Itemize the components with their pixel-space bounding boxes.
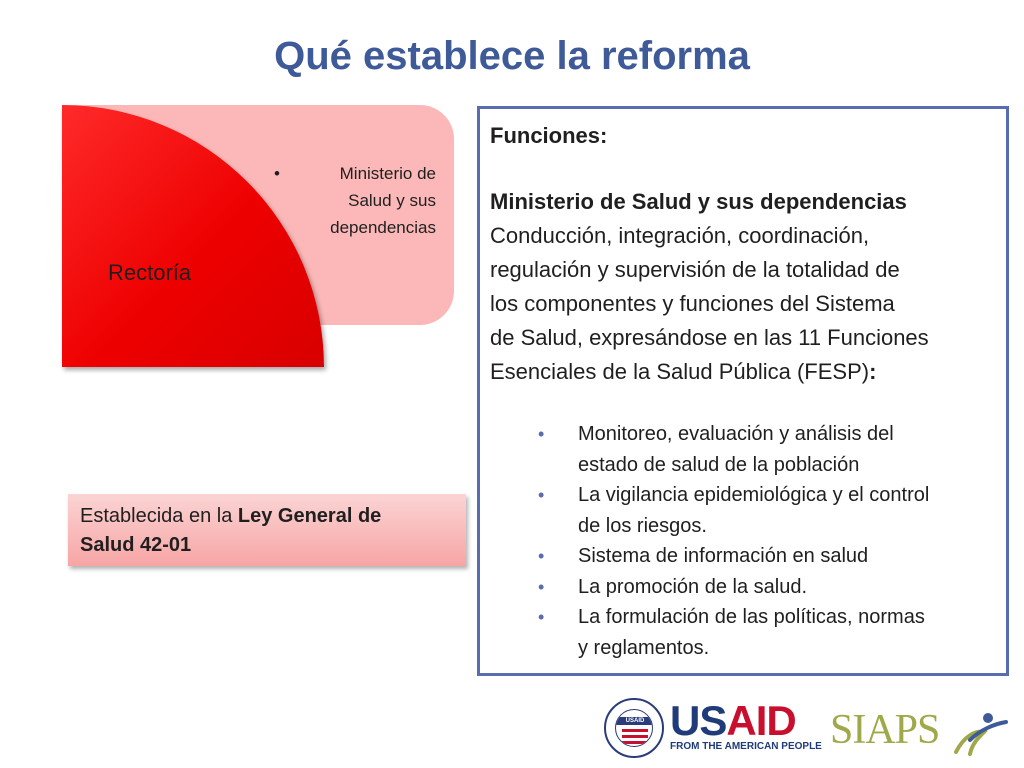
ministerio-line: Salud y sus bbox=[348, 191, 436, 210]
description-line bbox=[490, 355, 996, 389]
description-line: Conducción, integración, coordinación, bbox=[490, 223, 870, 248]
usaid-seal-stripe bbox=[622, 729, 648, 732]
ley-prefix: Establecida en la bbox=[80, 505, 238, 527]
fesp-list bbox=[490, 419, 996, 663]
usaid-seal-stripe bbox=[622, 741, 648, 744]
usaid-us: US bbox=[670, 697, 727, 744]
list-item-line: Sistema de información en salud bbox=[578, 545, 869, 567]
usaid-tagline: FROM THE AMERICAN PEOPLE bbox=[670, 741, 822, 752]
slide-title: Qué establece la reforma bbox=[274, 34, 750, 78]
bullet-icon: • bbox=[538, 424, 545, 444]
list-item bbox=[538, 602, 996, 663]
list-item-line: Monitoreo, evaluación y análisis del bbox=[578, 423, 894, 445]
description-line: regulación y supervisión de la totalidad de bbox=[490, 257, 900, 282]
ley-name-part1: Ley General de bbox=[237, 505, 382, 527]
funciones-description bbox=[490, 219, 996, 389]
list-item bbox=[538, 541, 996, 572]
funciones-heading: Funciones: bbox=[490, 123, 608, 148]
list-item-line: y reglamentos. bbox=[578, 636, 710, 659]
ministerio-line: dependencias bbox=[330, 218, 436, 237]
list-item-line: La vigilancia epidemiológica y el control bbox=[578, 484, 930, 506]
funciones-subheading: Ministerio de Salud y sus dependencias bbox=[490, 189, 907, 214]
list-item-line: estado de salud de la población bbox=[578, 453, 860, 476]
usaid-wordmark bbox=[670, 697, 796, 744]
ministerio-line: Ministerio de bbox=[339, 164, 436, 183]
ley-general-box bbox=[68, 494, 466, 566]
description-line: de Salud, expresándose en las 11 Funciones bbox=[490, 325, 929, 350]
ley-line-2 bbox=[80, 531, 454, 560]
bullet-icon: • bbox=[538, 607, 545, 627]
ley-line-1 bbox=[80, 502, 454, 531]
usaid-seal-label: USAID bbox=[625, 718, 645, 724]
rectoria-label: Rectoría bbox=[108, 260, 192, 285]
list-item-line: La formulación de las políticas, normas bbox=[578, 606, 925, 628]
funciones-box bbox=[477, 106, 1009, 676]
ley-name-part2: Salud 42-01 bbox=[80, 534, 192, 556]
list-item-line: de los riesgos. bbox=[578, 514, 707, 537]
list-item-line: La promoción de la salud. bbox=[578, 575, 808, 598]
description-line: los componentes y funciones del Sistema bbox=[490, 291, 895, 316]
ministerio-bullet bbox=[270, 160, 436, 241]
usaid-seal-logo bbox=[604, 698, 664, 758]
usaid-aid: AID bbox=[726, 697, 796, 744]
list-item bbox=[538, 480, 996, 541]
bullet-icon: • bbox=[538, 485, 545, 505]
bullet-icon: • bbox=[538, 576, 545, 597]
description-colon: : bbox=[869, 359, 877, 384]
list-item bbox=[538, 419, 996, 480]
usaid-seal-stripe bbox=[622, 735, 648, 738]
bullet-icon: • bbox=[274, 164, 280, 183]
bullet-icon: • bbox=[538, 546, 545, 566]
siaps-figure-icon bbox=[950, 710, 1008, 756]
usaid-seal-inner bbox=[615, 709, 653, 747]
list-item bbox=[538, 572, 996, 603]
description-text: Esenciales de la Salud Pública (FESP) bbox=[490, 359, 870, 384]
siaps-logo-text: SIAPS bbox=[830, 707, 940, 753]
